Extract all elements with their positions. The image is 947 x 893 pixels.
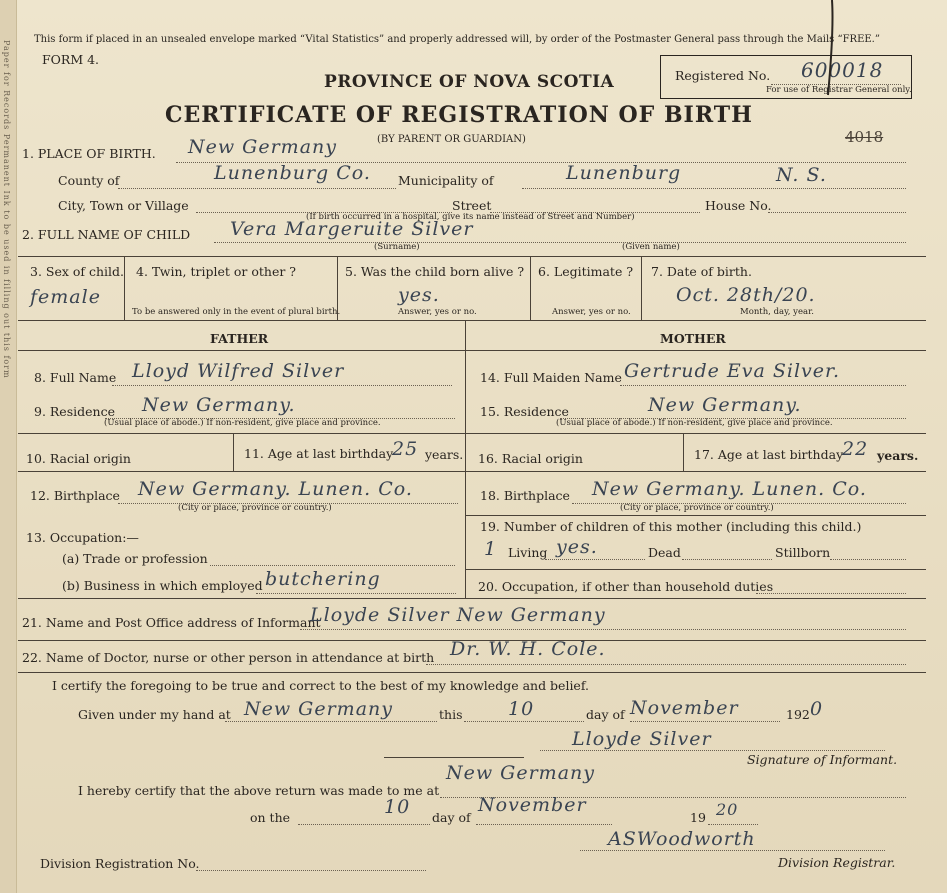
county-label: County of <box>58 173 120 188</box>
mother-age-label: 17. Age at last birthday <box>694 447 844 462</box>
margin-text: Paper for Records Permanent Ink to be used in filling out this form <box>2 40 11 379</box>
child-name-label: 2. FULL NAME OF CHILD <box>22 227 191 242</box>
mother-birthplace-label: 18. Birthplace <box>480 488 570 503</box>
father-abode-note: (Usual place of abode.) If non-resident, give place and province. <box>104 418 381 428</box>
place-of-birth-label: 1. PLACE OF BIRTH. <box>22 146 156 161</box>
mother-living-label: Living <box>508 545 548 560</box>
child-name-value: Vera Margeruite Silver <box>230 218 474 240</box>
twin-note: To be answered only in the event of plural birth. <box>132 307 341 317</box>
registrar-signature: ASWoodworth <box>608 828 756 850</box>
left-margin-strip <box>0 0 17 893</box>
mother-birthplace-note: (City or place, province or country.) <box>620 503 774 513</box>
province-heading: PROVINCE OF NOVA SCOTIA <box>324 72 615 92</box>
registered-note: For use of Registrar General only. <box>766 85 912 95</box>
registrar-day-of-label: day of <box>432 810 471 825</box>
sex-value: female <box>30 286 101 308</box>
surname-note: (Surname) <box>374 242 420 252</box>
alive-value: yes. <box>398 284 440 306</box>
certificate-subtitle: (BY PARENT OR GUARDIAN) <box>377 134 526 145</box>
given-day-of-label: day of <box>586 707 625 722</box>
municipality-label: Municipality of <box>398 173 494 188</box>
given-month-value: November <box>630 697 739 719</box>
given-year-suffix: 0 <box>810 698 824 720</box>
mother-occupation-label: 20. Occupation, if other than household duties <box>478 579 774 594</box>
father-name-value: Lloyd Wilfred Silver <box>132 360 345 382</box>
given-place-value: New Germany <box>244 698 393 720</box>
province-value: N. S. <box>776 164 827 186</box>
registrar-place-value: New Germany <box>446 762 595 784</box>
twin-label: 4. Twin, triplet or other ? <box>136 264 296 279</box>
alive-note: Answer, yes or no. <box>398 307 477 317</box>
sex-label: 3. Sex of child. <box>30 264 125 279</box>
mother-dead-label: Dead <box>648 545 681 560</box>
mother-racial-label: 16. Racial origin <box>478 451 583 466</box>
father-birthplace-label: 12. Birthplace <box>30 488 120 503</box>
street-label: Street <box>452 198 492 213</box>
mother-heading: MOTHER <box>660 331 726 346</box>
father-heading: FATHER <box>210 331 269 346</box>
father-age-label: 11. Age at last birthday <box>244 446 394 461</box>
registrar-statement: I hereby certify that the above return was made to me at <box>78 783 440 798</box>
father-trade-label: (a) Trade or profession <box>62 551 208 566</box>
doctor-value: Dr. W. H. Cole. <box>450 638 606 660</box>
father-birthplace-value: New Germany. Lunen. Co. <box>138 478 413 500</box>
mailing-notice: This form if placed in an unsealed envelope marked “Vital Statistics” and properly addressed will, by order of the Postmaster General pass through the Mails “FREE.” <box>34 34 880 45</box>
division-registration-label: Division Registration No. <box>40 856 200 871</box>
date-label: 7. Date of birth. <box>651 264 752 279</box>
mother-children-label: 19. Number of children of this mother (including this child.) <box>480 519 862 534</box>
registrar-year-suffix: 20 <box>716 800 739 819</box>
father-occupation-label: 13. Occupation:— <box>26 530 139 545</box>
doctor-label: 22. Name of Doctor, nurse or other person in attendance at birth <box>22 650 435 665</box>
mother-residence-value: New Germany. <box>648 394 802 416</box>
registrar-signature-label: Division Registrar. <box>778 855 896 870</box>
mother-age-value: 22 <box>842 438 869 460</box>
given-year-prefix: 192 <box>786 707 810 722</box>
mother-stillborn-label: Stillborn <box>775 545 831 560</box>
father-name-label: 8. Full Name <box>34 370 117 385</box>
registrar-year-prefix: 19 <box>690 810 706 825</box>
mother-residence-label: 15. Residence <box>480 404 569 419</box>
given-day-value: 10 <box>508 698 535 720</box>
registrar-on-label: on the <box>250 810 291 825</box>
mother-name-label: 14. Full Maiden Name <box>480 370 622 385</box>
certificate-title: CERTIFICATE OF REGISTRATION OF BIRTH <box>165 102 753 128</box>
mother-living-count: 1 <box>484 538 498 560</box>
informant-label: 21. Name and Post Office address of Informant <box>22 615 321 630</box>
mother-age-unit: years. <box>877 448 919 463</box>
place-of-birth-value: New Germany <box>188 136 337 158</box>
registered-label: Registered No. <box>675 68 771 83</box>
given-this-label: this <box>439 707 463 722</box>
form-number: FORM 4. <box>42 52 100 67</box>
given-name-note: (Given name) <box>622 242 680 252</box>
father-business-label: (b) Business in which employed <box>62 578 263 593</box>
hospital-note: (If birth occurred in a hospital, give its name instead of Street and Number) <box>306 212 635 222</box>
municipality-value: Lunenburg <box>566 162 682 184</box>
registered-value: 600018 <box>801 58 884 82</box>
father-age-unit: years. <box>425 447 464 462</box>
alive-label: 5. Was the child born alive ? <box>345 264 525 279</box>
father-birthplace-note: (City or place, province or country.) <box>178 503 332 513</box>
registrar-day-value: 10 <box>384 796 411 818</box>
informant-signature-label: Signature of Informant. <box>747 752 898 767</box>
father-residence-value: New Germany. <box>142 394 296 416</box>
pen-stroke-mark <box>820 0 840 100</box>
informant-value: Lloyde Silver New Germany <box>310 604 606 626</box>
mother-birthplace-value: New Germany. Lunen. Co. <box>592 478 867 500</box>
father-residence-label: 9. Residence <box>34 404 115 419</box>
given-label: Given under my hand at <box>78 707 231 722</box>
registered-stamp: 4018 <box>845 128 884 146</box>
registered-number-box <box>660 55 912 99</box>
legitimate-note: Answer, yes or no. <box>552 307 631 317</box>
certify-statement: I certify the foregoing to be true and correct to the best of my knowledge and belief. <box>52 678 589 693</box>
mother-name-value: Gertrude Eva Silver. <box>624 360 841 382</box>
father-business-value: butchering <box>265 568 381 590</box>
father-racial-label: 10. Racial origin <box>26 451 131 466</box>
mother-abode-note: (Usual place of abode.) If non-resident, give place and province. <box>556 418 833 428</box>
city-label: City, Town or Village <box>58 198 189 213</box>
county-value: Lunenburg Co. <box>214 162 371 184</box>
legitimate-label: 6. Legitimate ? <box>538 264 634 279</box>
date-note: Month, day, year. <box>740 307 814 317</box>
registrar-month-value: November <box>478 794 587 816</box>
mother-living-value: yes. <box>556 536 598 558</box>
informant-signature: Lloyde Silver <box>572 728 712 750</box>
house-label: House No. <box>705 198 772 213</box>
date-value: Oct. 28th/20. <box>676 284 816 306</box>
father-age-value: 25 <box>392 438 419 460</box>
